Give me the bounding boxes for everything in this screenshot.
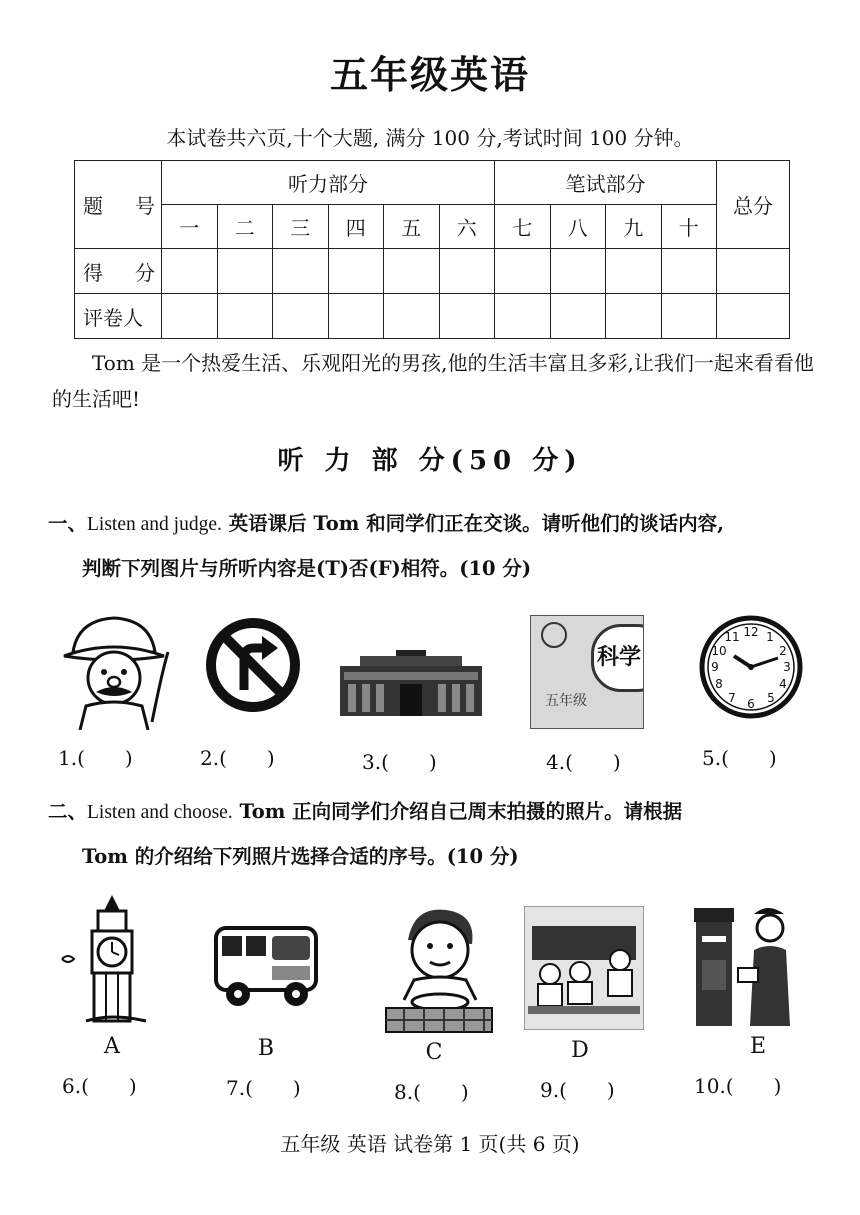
- svg-text:4: 4: [779, 677, 787, 691]
- answer-6[interactable]: 6.( ): [62, 1074, 137, 1098]
- grader-cell[interactable]: [384, 294, 440, 339]
- answer-5[interactable]: 5.( ): [702, 746, 777, 770]
- svg-text:9: 9: [711, 660, 719, 674]
- grader-cell[interactable]: [439, 294, 495, 339]
- book-title: 科学: [597, 645, 642, 670]
- score-cell[interactable]: [661, 249, 717, 294]
- grader-cell[interactable]: [495, 294, 551, 339]
- option-d: D: [571, 1038, 589, 1063]
- grader-cell[interactable]: [550, 294, 606, 339]
- svg-text:11: 11: [724, 630, 740, 644]
- col-number: 七: [495, 205, 551, 249]
- total-grader-cell[interactable]: [717, 294, 790, 339]
- score-cell[interactable]: [439, 249, 495, 294]
- answer-7[interactable]: 7.( ): [226, 1076, 301, 1100]
- q1-instruction: Listen and judge.: [87, 514, 222, 535]
- label-score: 得 分: [75, 249, 162, 294]
- q1-text-line2: 判断下列图片与所听内容是(T)否(F)相符。(10 分): [82, 557, 532, 580]
- col-number: 一: [162, 205, 218, 249]
- score-table: [74, 160, 790, 339]
- grader-cell[interactable]: [661, 294, 717, 339]
- book-grade-label: 五年级: [545, 693, 587, 709]
- no-right-turn-sign: [206, 618, 300, 712]
- classroom-picture: [524, 906, 644, 1030]
- svg-text:5: 5: [767, 691, 775, 705]
- label-question-no: 题 号: [75, 161, 162, 249]
- q2-text: Tom 正向同学们介绍自己周末拍摄的照片。请根据: [232, 800, 683, 823]
- answer-1[interactable]: 1.( ): [58, 746, 133, 770]
- col-number: 三: [273, 205, 329, 249]
- score-cell[interactable]: [606, 249, 662, 294]
- grader-cell[interactable]: [606, 294, 662, 339]
- science-book-picture: [530, 615, 644, 729]
- svg-text:8: 8: [715, 677, 723, 691]
- svg-text:10: 10: [711, 644, 727, 658]
- option-e: E: [749, 1034, 767, 1059]
- grader-cell[interactable]: [162, 294, 218, 339]
- answer-9[interactable]: 9.( ): [540, 1078, 615, 1102]
- intro-paragraph: Tom 是一个热爱生活、乐观阳光的男孩,他的生活丰富且多彩,让我们一起来看看他的生活吧!: [52, 351, 814, 411]
- option-c: C: [425, 1040, 443, 1065]
- svg-text:12: 12: [743, 625, 759, 639]
- group-writing: 笔试部分: [495, 161, 717, 205]
- col-number: 二: [217, 205, 273, 249]
- section-heading-listening: 听 力 部 分(50 分): [277, 446, 583, 476]
- svg-text:7: 7: [728, 691, 736, 705]
- col-number: 四: [328, 205, 384, 249]
- question-2: [48, 790, 828, 879]
- boy-eating-picture: [384, 904, 494, 1034]
- group-listening: 听力部分: [162, 161, 495, 205]
- exam-title: 五年级英语: [329, 52, 530, 97]
- svg-text:3: 3: [783, 660, 791, 674]
- q1-prefix: 一、: [48, 512, 88, 535]
- answer-10[interactable]: 10.( ): [694, 1074, 782, 1098]
- clock-picture: [698, 614, 804, 720]
- q2-text-line2: Tom 的介绍给下列照片选择合适的序号。(10 分): [82, 845, 519, 868]
- svg-text:6: 6: [747, 697, 755, 711]
- q2-prefix: 二、: [48, 800, 88, 823]
- score-cell[interactable]: [328, 249, 384, 294]
- farmer-picture: [58, 612, 170, 730]
- grader-cell[interactable]: [217, 294, 273, 339]
- score-cell[interactable]: [273, 249, 329, 294]
- question-1: [48, 502, 828, 591]
- score-cell[interactable]: [162, 249, 218, 294]
- score-cell[interactable]: [495, 249, 551, 294]
- col-number: 六: [439, 205, 495, 249]
- label-total: 总分: [717, 161, 790, 249]
- answer-4[interactable]: 4.( ): [546, 750, 621, 774]
- answer-8[interactable]: 8.( ): [394, 1080, 469, 1104]
- mailbox-postman-picture: [688, 900, 800, 1030]
- option-b: B: [257, 1036, 275, 1061]
- col-number: 十: [661, 205, 717, 249]
- col-number: 八: [550, 205, 606, 249]
- total-score-cell[interactable]: [717, 249, 790, 294]
- label-grader: 评卷人: [75, 294, 162, 339]
- score-cell[interactable]: [384, 249, 440, 294]
- svg-text:1: 1: [766, 630, 774, 644]
- exam-info: 本试卷共六页,十个大题, 满分 100 分,考试时间 100 分钟。: [166, 126, 694, 150]
- answer-2[interactable]: 2.( ): [200, 746, 275, 770]
- score-cell[interactable]: [217, 249, 273, 294]
- grader-cell[interactable]: [328, 294, 384, 339]
- answer-3[interactable]: 3.( ): [362, 750, 437, 774]
- option-a: A: [104, 1034, 120, 1059]
- score-cell[interactable]: [550, 249, 606, 294]
- clock-tower-picture: [56, 895, 154, 1025]
- q2-instruction: Listen and choose.: [87, 802, 233, 823]
- grader-cell[interactable]: [273, 294, 329, 339]
- col-number: 五: [384, 205, 440, 249]
- q1-text: 英语课后 Tom 和同学们正在交谈。请听他们的谈话内容,: [221, 512, 724, 535]
- col-number: 九: [606, 205, 662, 249]
- svg-text:2: 2: [779, 644, 787, 658]
- book-logo-icon: [541, 622, 567, 648]
- building-picture: [340, 650, 482, 716]
- bus-picture: [212, 922, 320, 1010]
- page-footer: 五年级 英语 试卷第 1 页(共 6 页): [280, 1132, 580, 1156]
